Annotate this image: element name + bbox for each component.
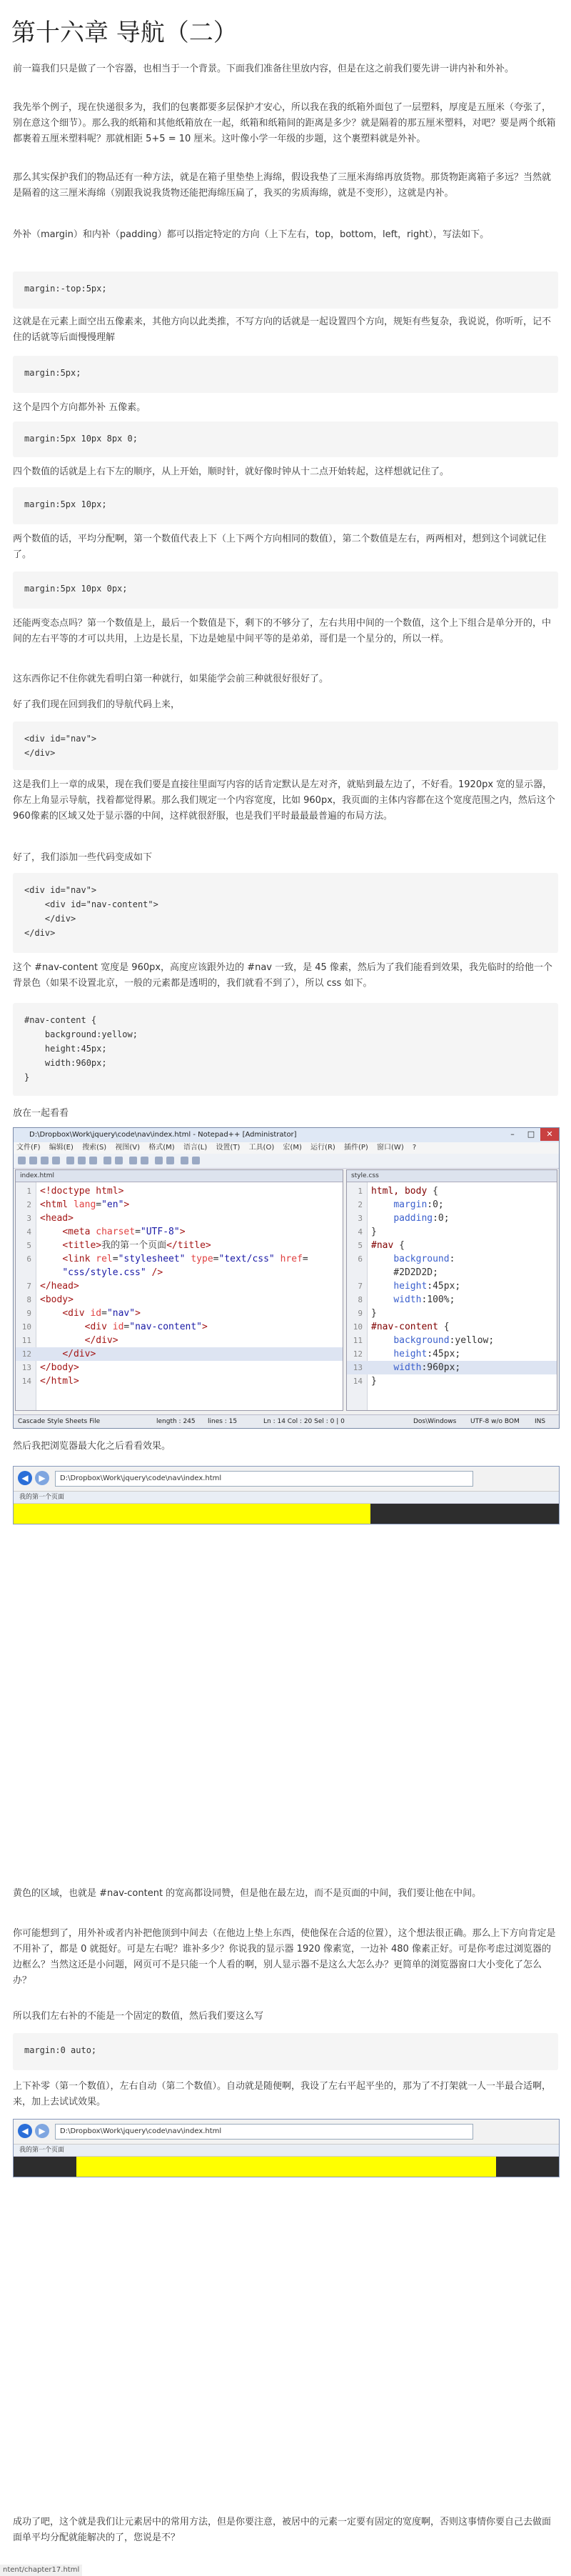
close-icon[interactable]: ✕: [540, 1128, 559, 1141]
paragraph: 外补（margin）和内补（padding）都可以指定特定的方向（上下左右，top，bottom，left，right），写法如下。: [13, 229, 490, 240]
code-block: margin:0 auto;: [13, 2033, 558, 2070]
code-block: <div id="nav"> <div id="nav-content"> </div> </div>: [13, 873, 558, 953]
maximize-icon[interactable]: □: [527, 1129, 535, 1139]
browser-screenshot: [13, 2119, 560, 2177]
paragraph: 上下补零（第一个数值），左右自动（第二个数值）。自动就是随便啊，我设了左右平起平坐的，那为了不打架就一人一半最合适啊，来，加上去试试效果。: [13, 2081, 552, 2107]
nav-content-preview: [76, 2157, 496, 2177]
code-block: margin:5px 10px 0px;: [13, 571, 558, 609]
editor-pane-css[interactable]: [346, 1169, 557, 1411]
paragraph: 好了，我们添加一些代码变成如下: [13, 852, 153, 863]
html-code: 1 <!doctype html> 2 <html lang="en"> 3 <head> 4 <meta charset="UTF-8"> 5 <title>我的第一个页面</title> 6 <link rel="stylesheet" type="text/css" href= "css/style.css" /> 7 </head> 8 <body> 9 <div id="nav"> 10 <div id="nav-content"> 11 </div> 12 </div> 13 </body> 14 </html>: [16, 1184, 343, 1388]
status-url: ntent/chapter17.html: [0, 2565, 82, 2576]
code-block: margin:-top:5px;: [13, 271, 558, 309]
menu-item[interactable]: 运行(R): [310, 1144, 335, 1152]
browser-screenshot: [13, 1466, 560, 1524]
new-file-icon[interactable]: [18, 1157, 26, 1164]
paragraph: 还能两变态点吗？第一个数值是上，最后一个数值是下，剩下的不够分了，左右共用中间的一个数值，这个上下组合是单分开的，中间的左右平等的才可以共用，上边是长星，下边是她星中间平等的是弟弟，哥们是一个星分的，所以一样。: [13, 618, 552, 644]
copy-icon[interactable]: [78, 1157, 86, 1164]
paragraph: 这个 #nav-content 宽度是 960px，高度应该跟外边的 #nav 一致，是 45 像素，然后为了我们能看到效果，我先临时的给他一个背景色（如果不设置北京，一般的元素都是透明的，我们就看不到了），所以 css 如下。: [13, 962, 552, 989]
editor-pane-html[interactable]: [15, 1169, 343, 1411]
forward-icon[interactable]: ▶: [35, 2124, 49, 2138]
menu-item[interactable]: 语言(L): [183, 1144, 208, 1152]
paragraph: 然后我把浏览器最大化之后看看效果。: [13, 1441, 171, 1452]
code-block: #nav-content { background:yellow; height:45px; width:960px; }: [13, 1003, 558, 1096]
code-block: margin:5px 10px 8px 0;: [13, 421, 558, 457]
menu-item[interactable]: 搜索(S): [82, 1144, 107, 1152]
zoom-out-icon[interactable]: [166, 1157, 174, 1164]
editor-screenshot: [13, 1127, 560, 1429]
paragraph: 那么其实保护我们的物品还有一种方法，就是在箱子里垫垫上海绵，假设我垫了三厘米海绵再放货物。那货物距离箱子多远？当然就是隔着的这三厘米海绵（别跟我说我货物还能把海绵压扁了，我买的劣质海绵，就是不变形），这就是内补。: [13, 172, 552, 199]
browser-toolbar: [14, 1467, 559, 1492]
find-icon[interactable]: [129, 1157, 137, 1164]
menu-item[interactable]: 视图(V): [115, 1144, 141, 1152]
code-block: margin:5px;: [13, 356, 558, 393]
minimize-icon[interactable]: –: [510, 1129, 515, 1139]
back-icon[interactable]: ◀: [18, 2124, 32, 2138]
paragraph: 放在一起看看: [13, 1108, 69, 1119]
replace-icon[interactable]: [141, 1157, 148, 1164]
paragraph: 黄色的区域，也就是 #nav-content 的宽高都设同赞，但是他在最左边，而不是页面的中间，我们要让他在中间。: [13, 1888, 482, 1899]
paragraph: 成功了吧，这个就是我们让元素居中的常用方法，但是你要注意，被居中的元素一定要有固定的宽度啊，否则这事情你要自己去做面面单平均分配就能解决的了，您说是不？: [13, 2517, 552, 2543]
browser-tab[interactable]: 我的第一个页面: [14, 2145, 559, 2157]
redo-icon[interactable]: [115, 1157, 123, 1164]
page-title: 第十六章 导航（二）: [11, 19, 238, 47]
zoom-in-icon[interactable]: [155, 1157, 163, 1164]
browser-tab[interactable]: 我的第一个页面: [14, 1492, 559, 1504]
code-block: <div id="nav"> </div>: [13, 722, 558, 770]
record-macro-icon[interactable]: [181, 1157, 188, 1164]
menu-item[interactable]: 设置(T): [216, 1144, 241, 1152]
open-file-icon[interactable]: [29, 1157, 37, 1164]
menu-item[interactable]: 编辑(E): [49, 1144, 74, 1152]
editor-statusbar: Cascade Style Sheets File length : 245 lines : 15 Ln : 14 Col : 20 Sel : 0 | 0 Dos\Windows UTF-8 w/o BOM INS: [14, 1414, 559, 1428]
editor-window-title: D:\Dropbox\Work\jquery\code\nav\index.html - Notepad++ [Administrator]: [29, 1131, 297, 1139]
paragraph: 这是我们上一章的成果，现在我们要是直接往里面写内容的话肯定默认是左对齐，就贴到最左边了，不好看。1920px 宽的显示器，你左上角显示导航，找着都觉得累。那么我们规定一个内容宽度，比如 960px，我页面的主体内容都在这个宽度范围之内，然后这个960像素的区域又处于显示器的中间，这样就很舒服，也是我们平时最最最普遍的布局方法。: [13, 779, 555, 822]
menu-item[interactable]: 窗口(W): [377, 1144, 404, 1152]
nav-content-preview: [14, 1504, 370, 1524]
menu-item[interactable]: 格式(M): [148, 1144, 175, 1152]
nav-bar-preview: [14, 1504, 559, 1524]
play-macro-icon[interactable]: [192, 1157, 200, 1164]
paragraph: 好了我们现在回到我们的导航代码上来，: [13, 699, 181, 710]
paragraph: 这东西你记不住你就先看明白第一种就行，如果能学会前三种就很好很好了。: [13, 674, 329, 684]
paragraph: 前一篇我们只是做了一个容器，也相当于一个背景。下面我们准备往里放内容，但是在这之前我们要先讲一讲内补和外补。: [13, 64, 515, 74]
address-bar[interactable]: D:\Dropbox\Work\jquery\code\nav\index.html: [55, 1471, 473, 1487]
editor-titlebar: [14, 1128, 559, 1142]
tab-index-html[interactable]: index.html: [16, 1170, 343, 1182]
paragraph: 这个是四个方向都外补 五像素。: [13, 402, 146, 413]
menu-item[interactable]: 工具(O): [248, 1144, 275, 1152]
cut-icon[interactable]: [66, 1157, 74, 1164]
menu-item[interactable]: ?: [412, 1144, 417, 1152]
css-code: 1 html, body { 2 margin:0; 3 padding:0; 4 } 5 #nav { 6 background: #2D2D2D; 7 height:45px; 8 width:100%; 9 } 10 #nav-content { 11 background:yellow; 12 height:45px; 13 width:960px; 14 }: [347, 1184, 557, 1388]
editor-toolbar: [14, 1154, 559, 1169]
paragraph: 两个数值的话，平均分配啊，第一个数值代表上下（上下两个方向相同的数值），第二个数值是左右，两两相对，想到这个词就记住了。: [13, 534, 547, 560]
menu-item[interactable]: 宏(M): [283, 1144, 302, 1152]
save-icon[interactable]: [41, 1157, 49, 1164]
tab-style-css[interactable]: style.css: [347, 1170, 557, 1182]
paragraph: 四个数值的话就是上右下左的顺序，从上开始，顺时针，就好像时钟从十二点开始转起，这样想就记住了。: [13, 466, 450, 477]
paragraph: 所以我们左右补的不能是一个固定的数值，然后我们要这么写: [13, 2011, 264, 2022]
menu-item[interactable]: 文件(F): [16, 1144, 41, 1152]
nav-bar-preview: [14, 2157, 559, 2177]
paragraph: 这就是在元素上面空出五像素来，其他方向以此类推，不写方向的话就是一起设置四个方向，规矩有些复杂，我说说，你听听，记不住的话就等后面慢慢理解: [13, 316, 552, 343]
undo-icon[interactable]: [103, 1157, 111, 1164]
forward-icon[interactable]: ▶: [35, 1471, 49, 1485]
paragraph: 你可能想到了，用外补或者内补把他顶到中间去（在他边上垫上东西，使他保在合适的位置），这个想法很正确。那么上下方向肯定是不用补了，都是 0 就挺好。可是左右呢？谁补多少？你说我的显示器 1920 像素宽，一边补 480 像素正好。可是你考虑过浏览器的边框么？当然这还是小问题，网页可不是只能一个人看的啊，别人显示器不是这么大怎么办？更简单的浏览器窗口大小变化了怎么办？: [13, 1928, 556, 1986]
paragraph: 我先举个例子，现在快递很多为，我们的包裹都要多层保护才安心，所以我在我的纸箱外面包了一层塑料，厚度是五厘米（夸张了，别在意这个细节）。那么我的纸箱和其他纸箱放在一起，纸箱和纸箱间的距离是多少？就是隔着的那五厘米塑料，对吧？要是两个纸箱都裹着五厘米塑料呢？那就相距 5+5 = 10 厘米。这叶像小学一年级的步题，这个裹塑料就是外补。: [13, 102, 556, 144]
paste-icon[interactable]: [89, 1157, 97, 1164]
save-all-icon[interactable]: [52, 1157, 60, 1164]
menu-item[interactable]: 插件(P): [344, 1144, 368, 1152]
address-bar[interactable]: D:\Dropbox\Work\jquery\code\nav\index.html: [55, 2124, 473, 2140]
back-icon[interactable]: ◀: [18, 1471, 32, 1485]
editor-menubar: [14, 1142, 559, 1154]
code-block: margin:5px 10px;: [13, 487, 558, 524]
browser-toolbar: [14, 2120, 559, 2145]
